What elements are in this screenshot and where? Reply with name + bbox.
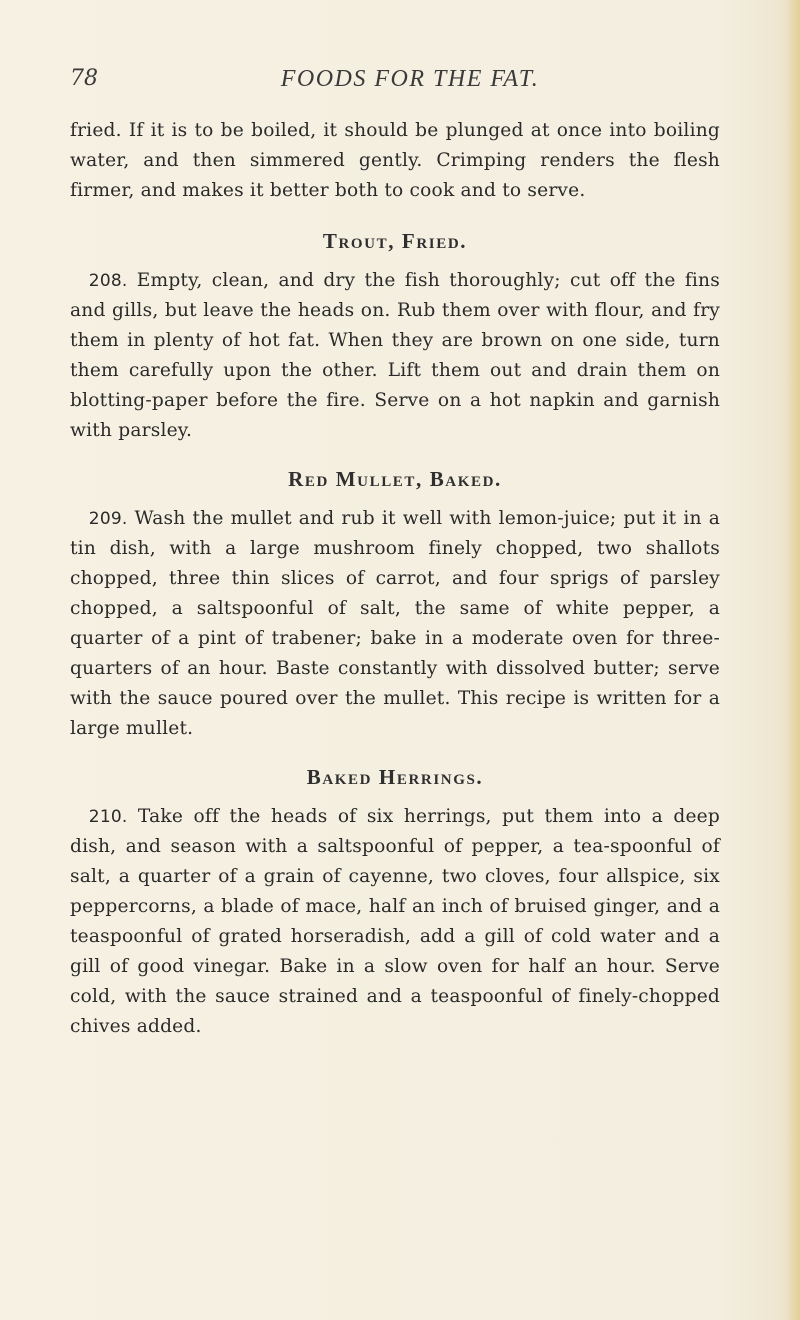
recipe-paragraph-208 (70, 266, 720, 446)
recipe-paragraph-210 (70, 802, 720, 1042)
page-edge (786, 0, 800, 1320)
recipe-heading-herrings: Baked Herrings. (306, 765, 484, 789)
recipe-text: Take off the heads of six herrings, put them into a deep dish, and season with a saltspoonful of pepper, a tea-spoonful of salt, a quarter of a grain of cayenne, two cloves, four allspice, six peppercorns, a blade of mace, half an inch of bruised ginger, and a teaspoonful of grated horseradish, add a gill of cold water and a gill of good vinegar. Bake in a slow oven for half an hour. Serve cold, with the sauce strained and a teaspoonful of finely-chopped chives added. (70, 806, 720, 1037)
page-body (70, 116, 720, 1042)
page-header (70, 66, 720, 98)
recipe-text: Wash the mullet and rub it well with lemon-juice; put it in a tin dish, with a large mushroom finely chopped, two shallots chopped, three thin slices of carrot, and four sprigs of parsley chopped, a saltspoonful of salt, the same of white pepper, a quarter of a pint of trabener; bake in a moderate oven for three-quarters of an hour. Baste constantly with dissolved butter; serve with the sauce poured over the mullet. This recipe is written for a large mullet. (70, 508, 720, 739)
recipe-heading-red-mullet: Red Mullet, Baked. (288, 467, 502, 491)
page-number: 78 (70, 66, 98, 91)
recipe-paragraph-209 (70, 504, 720, 744)
recipe-heading-trout: Trout, Fried. (322, 229, 468, 253)
recipe-text: Empty, clean, and dry the fish thoroughly; cut off the fins and gills, but leave the heads on. Rub them over with flour, and fry them in plenty of hot fat. When they are brown on one side, turn them carefully upon the other. Lift them out and drain them on blotting-paper before the fire. Serve on a hot napkin and garnish with parsley. (70, 270, 720, 441)
recipe-number: 208. (88, 271, 128, 291)
recipe-number: 209. (88, 509, 128, 529)
recipe-number: 210. (88, 807, 128, 827)
opening-paragraph: fried. If it is to be boiled, it should be plunged at once into boiling water, and then simmered gently. Crimping renders the flesh firmer, and makes it better both to cook and to serve. (70, 120, 720, 201)
running-title: FOODS FOR THE FAT. (280, 66, 540, 92)
